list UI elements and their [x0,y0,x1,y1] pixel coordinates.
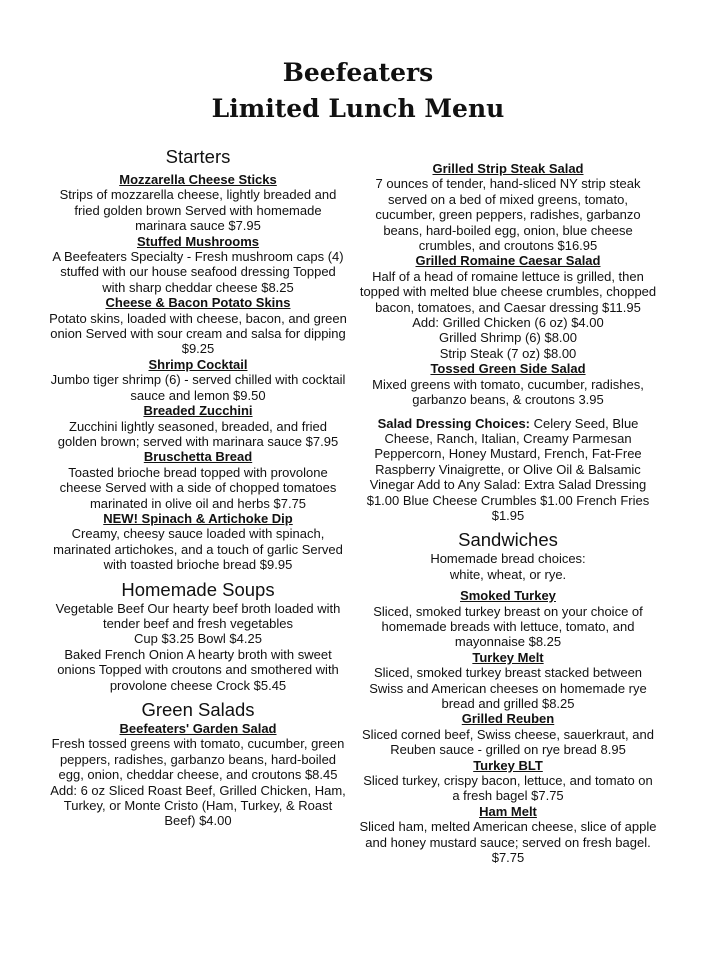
sandwich-name: Grilled Reuben [461,711,555,727]
sandwich-desc: Sliced, smoked turkey breast on your choice of homemade breads with lettuce, tomato, and mayonnaise $8.25 [373,603,643,650]
garden-salad-desc: Fresh tossed greens with tomato, cucumber, green peppers, radishes, garbanzo beans, hard-boiled egg, onion, cheddar cheese, and croutons $8.45 [51,736,345,783]
starters-heading: Starters [165,146,231,167]
sandwich-desc: Sliced corned beef, Swiss cheese, sauerkraut, and Reuben sauce - grilled on rye bread 8.95 [362,726,654,758]
dressing-label: Salad Dressing Choices: [377,415,531,431]
starter-desc: Strips of mozzarella cheese, lightly breaded and fried golden brown Served with homemade marinara sauce $7.95 [59,187,337,234]
sandwich-desc: Sliced, smoked turkey breast stacked between Swiss and American cheeses on homemade rye bread and grilled $8.25 [369,665,647,711]
starter-name: Mozzarella Cheese Sticks [119,172,277,187]
starter-desc: Potato skins, loaded with cheese, bacon, and green onion Served with sour cream and salsa for dipping $9.25 [49,310,347,357]
starter-desc: Creamy, cheesy sauce loaded with spinach, marinated artichokes, and a touch of garlic Served with toasted brioche bread $9.95 [53,526,343,573]
starter-name: Shrimp Cocktail [148,356,248,372]
starter-name: NEW! Spinach & Artichoke Dip [103,510,293,526]
tossed-salad-name: Tossed Green Side Salad [430,361,586,377]
bread-choices-line2: white, wheat, or rye. [449,566,567,582]
salad-dressing-choices [358,416,658,524]
caesar-add-chicken: Add: Grilled Chicken (6 oz) $4.00 [412,315,604,331]
starter-desc: A Beefeaters Specialty - Fresh mushroom caps (4) stuffed with our house seafood dressing Topped with sharp cheddar cheese $8.25 [52,249,344,295]
starter-name: Breaded Zucchini [143,403,253,419]
soups-heading: Homemade Soups [121,578,275,600]
caesar-add-steak: Strip Steak (7 oz) $8.00 [439,345,577,361]
caesar-add-shrimp: Grilled Shrimp (6) $8.00 [439,330,577,346]
caesar-salad-name: Grilled Romaine Caesar Salad [415,253,601,269]
caesar-salad-desc: Half of a head of romaine lettuce is grilled, then topped with melted blue cheese crumbles, chopped bacon, tomatoes, and Caesar dressing $11.95 [359,268,657,315]
sandwich-name: Turkey Melt [472,649,544,665]
starter-desc: Zucchini lightly seasoned, breaded, and fried golden brown; served with marinara sauce $7.95 [57,418,339,449]
starter-desc: Jumbo tiger shrimp (6) - served chilled with cocktail sauce and lemon $9.50 [50,372,346,403]
strip-steak-salad-name: Grilled Strip Steak Salad [432,161,584,176]
starter-name: Stuffed Mushrooms [136,233,260,249]
soup-vegetable-beef: Vegetable Beef Our hearty beef broth loaded with tender beef and fresh vegetables [55,600,341,631]
menu-title: Limited Lunch Menu [211,94,505,123]
starter-name: Bruschetta Bread [143,449,253,465]
sandwich-name: Ham Melt [479,803,537,819]
sandwich-name: Turkey BLT [473,757,543,773]
garden-salad-add: Add: 6 oz Sliced Roast Beef, Grilled Chicken, Ham, Turkey, or Monte Cristo (Ham, Turkey, & Roast Beef) $4.00 [50,782,346,829]
strip-steak-salad-desc: 7 ounces of tender, hand-sliced NY strip steak served on a bed of mixed greens, tomato, cucumber, green peppers, radishes, garbanzo beans, hard-boiled egg, onion, blue cheese crumbles, and croutons $16.95 [375,176,641,254]
sandwiches-heading: Sandwiches [458,529,558,551]
soup-french-onion: Baked French Onion A hearty broth with sweet onions Topped with croutons and smothered with provolone cheese Crock $5.45 [57,646,339,693]
right-column [358,161,658,865]
soup-vegetable-beef-price: Cup $3.25 Bowl $4.25 [134,631,262,647]
starter-desc: Toasted brioche bread topped with provolone cheese Served with a side of chopped tomatoes marinated in olive oil and herbs $7.75 [59,464,337,511]
sandwich-name: Smoked Turkey [460,588,556,604]
garden-salad-name: Beefeaters' Garden Salad [119,721,277,736]
left-column [48,146,348,829]
sandwich-desc: Sliced turkey, crispy bacon, lettuce, and tomato on a fresh bagel $7.75 [363,773,653,804]
bread-choices-line1: Homemade bread choices: [430,551,586,567]
dressing-list: Celery Seed, Blue Cheese, Ranch, Italian, Creamy Parmesan Peppercorn, Honey Mustard, French, Fat-Free Raspberry Vinaigrette, or Olive Oil & Balsamic Vinegar Add to Any Salad: Extra Salad Dressing $1.00 Blue Cheese Crumbles $1.00 French Fries $1.95 [366,415,650,523]
restaurant-name: Beefeaters [282,58,434,87]
starter-name: Cheese & Bacon Potato Skins [105,295,291,311]
tossed-salad-desc: Mixed greens with tomato, cucumber, radishes, garbanzo beans, & croutons 3.95 [372,376,644,408]
sandwich-desc: Sliced ham, melted American cheese, slice of apple and honey mustard sauce; served on fresh bagel. $7.75 [359,819,657,866]
green-salads-heading: Green Salads [141,699,255,720]
